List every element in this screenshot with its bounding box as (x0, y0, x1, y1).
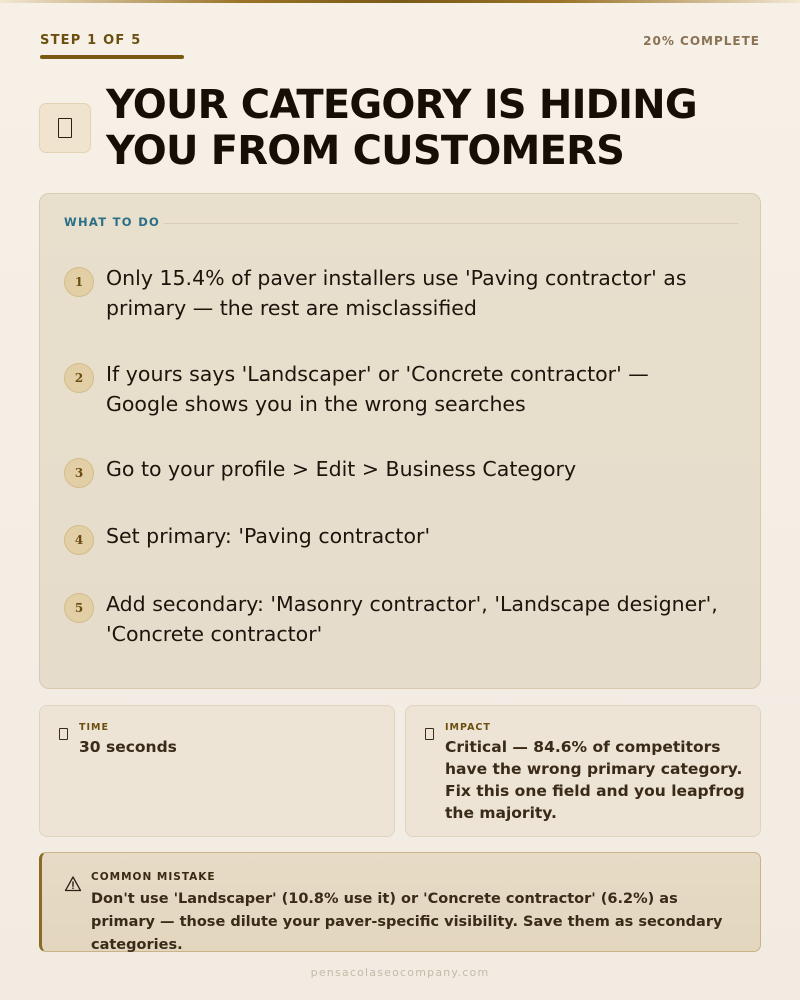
what-to-do-heading: WHAT TO DO (64, 215, 161, 229)
step-text: Only 15.4% of paver installers use 'Paving contractor' as primary — the rest are misclassified (106, 266, 687, 320)
warning-icon (64, 875, 82, 893)
common-mistake-label: COMMON MISTAKE (91, 871, 216, 883)
page-title-line-1: YOUR CATEGORY IS HIDING (106, 82, 697, 128)
step-indicator: STEP 1 OF 5 (40, 33, 142, 48)
step-header (40, 33, 760, 53)
step-text: Go to your profile > Edit > Business Category (106, 457, 577, 481)
step-text: If yours says 'Landscaper' or 'Concrete contractor' — Google shows you in the wrong searches (106, 362, 649, 416)
common-mistake-card (39, 852, 761, 952)
step-text: Set primary: 'Paving contractor' (106, 524, 431, 548)
step-text: Add secondary: 'Masonry contractor', 'Landscape designer', 'Concrete contractor' (106, 592, 718, 646)
progress-bar (40, 55, 760, 59)
impact-label: IMPACT (445, 722, 491, 733)
impact-card (405, 705, 761, 837)
time-value: 30 seconds (79, 738, 177, 756)
step-number-badge: 1 (64, 267, 94, 297)
common-mistake-text: Don't use 'Landscaper' (10.8% use it) or 'Concrete contractor' (6.2%) as primary — those dilute your paver-specific visibility. Save them as secondary categories. (91, 891, 723, 953)
progress-bar-fill (40, 55, 184, 59)
target-icon (425, 728, 434, 740)
page-title-line-2: YOU FROM CUSTOMERS (106, 128, 625, 174)
impact-value: Critical — 84.6% of competitors have the wrong primary category. Fix this one field and you leapfrog the majority. (445, 738, 745, 822)
time-card (39, 705, 395, 837)
footer-domain: pensacolaseocompany.com (310, 966, 490, 979)
heading-divider (164, 223, 738, 224)
step-number-badge: 2 (64, 363, 94, 393)
step-number-badge: 5 (64, 593, 94, 623)
clock-icon (59, 728, 68, 740)
progress-percent: 20% COMPLETE (643, 34, 760, 48)
step-number-badge: 4 (64, 525, 94, 555)
time-label: TIME (79, 722, 109, 733)
top-accent-bar (0, 0, 800, 3)
page-title (106, 82, 766, 174)
step-number-badge: 3 (64, 458, 94, 488)
document-icon (39, 103, 91, 153)
what-to-do-card (39, 193, 761, 689)
